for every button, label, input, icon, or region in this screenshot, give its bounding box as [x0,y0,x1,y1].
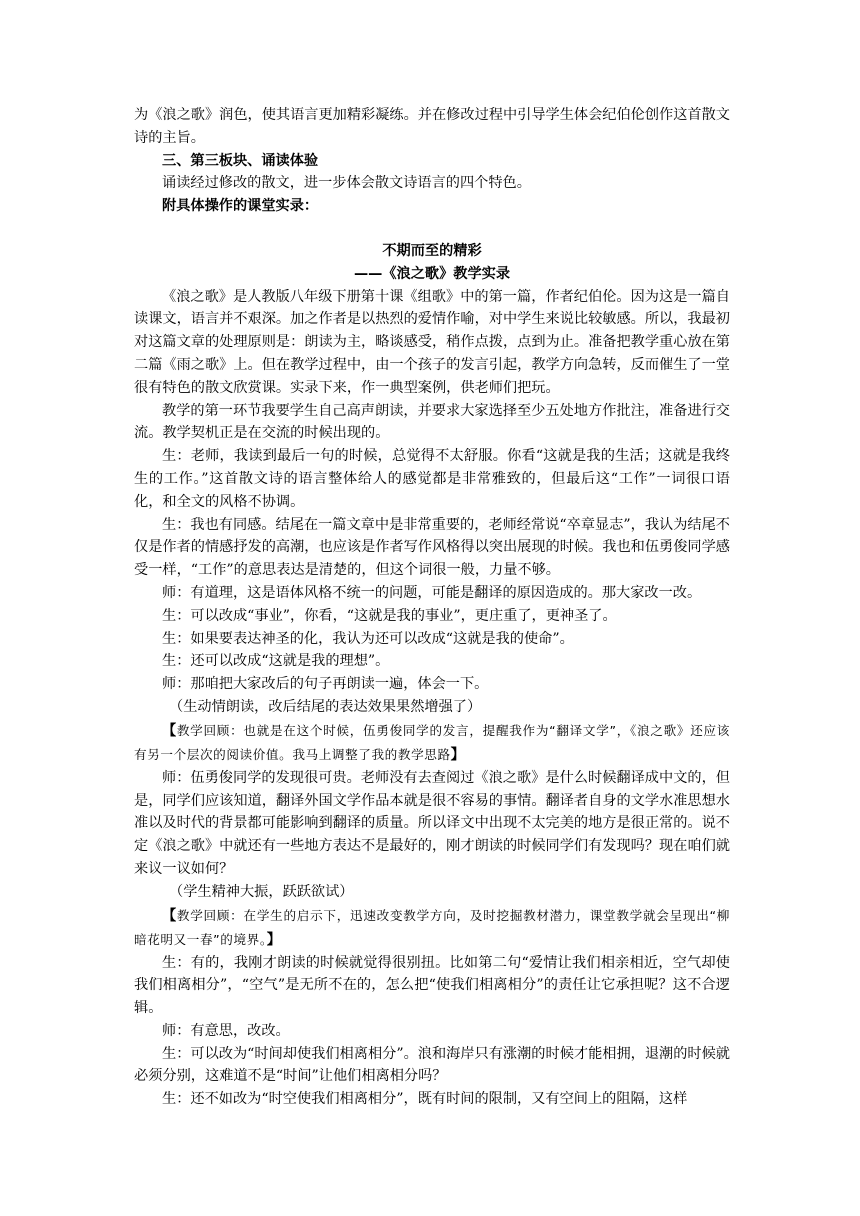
document-page [134,104,730,1111]
stage-direction: （学生精神大振，跃跃欲试） [169,883,354,900]
body-paragraph: 生：还可以改成“这就是我的理想”。 [162,653,390,670]
article-subtitle: ——《浪之歌》教学实录 [353,265,511,282]
section-heading: 三、第三板块、诵读体验 [162,152,319,169]
body-paragraph: 师：那咱把大家改后的句子再朗读一遍，体会一下。 [162,676,489,693]
intro-paragraph: 诵读经过修改的散文，进一步体会散文诗语言的四个特色。 [162,175,531,192]
teaching-review [134,719,730,767]
body-paragraph: 《浪之歌》是人教版八年级下册第十课《组歌》中的第一篇，作者纪伯伦。因为这是一篇自读课文，语言并不艰深。加之作者是以热烈的爱情作喻，对中学生来说比较敏感。所以，我最初对这篇文章的处理原则是：朗读为主，略谈感受，稍作点拨，点到为止。准备把教学重心放在第二篇《雨之歌》上。但在教学过程中，由一个孩子的发言引起，教学方向急转，反而催生了一堂很有特色的散文欣赏课。实录下来，作一典型案例，供老师们把玩。 [134,288,730,396]
body-paragraph: 生：可以改为“时间却使我们相离相分”。浪和海岸只有涨潮的时候才能相拥，退潮的时候就必须分别，这难道不是“时间”让他们相离相分吗？ [134,1045,730,1085]
body-paragraph: 生：我也有同感。结尾在一篇文章中是非常重要的，老师经常说“卒章显志”，我认为结尾不仅是作者的情感抒发的高潮，也应该是作者写作风格得以突出展现的时候。我也和伍勇俊同学感受一样，“工作”的意思表达是清楚的，但这个词很一般，力量不够。 [134,516,730,579]
stage-direction: （生动情朗读，改后结尾的表达效果果然增强了） [169,698,482,715]
body-paragraph: 生：有的，我刚才朗读的时候就觉得很别扭。比如第二句“爱情让我们相亲相近，空气却使我们相离相分”，“空气”是无所不在的，怎么把“使我们相离相分”的责任让它承担呢？这不合逻辑。 [134,954,730,1017]
body-paragraph: 师：有意思，改改。 [162,1022,290,1039]
teaching-review-text: 教学回顾：在学生的启示下，迅速改变教学方向，及时挖掘教材潜力，课堂教学就会呈现出“柳暗花明又一春”的境界。 [134,907,730,947]
body-paragraph: 生：还不如改为“时空使我们相离相分”，既有时间的限制，又有空间上的阻隔，这样 [162,1091,688,1108]
teaching-review [134,904,730,952]
bracket-right: 】 [450,746,466,763]
bracket-left: 【 [162,722,177,739]
teaching-review-text: 教学回顾：也就是在这个时候，伍勇俊同学的发言，提醒我作为“翻译文学”，《浪之歌》还应该有另一个层次的阅读价值。我马上调整了我的教学思路 [134,722,730,762]
body-paragraph: 生：可以改成“事业”，你看，“这就是我的事业”，更庄重了，更神圣了。 [162,607,617,624]
bracket-left: 【 [162,907,177,924]
article-title: 不期而至的精彩 [382,242,482,259]
body-paragraph: 师：有道理，这是语体风格不统一的问题，可能是翻译的原因造成的。那大家改一改。 [162,584,702,601]
attachment-heading: 附具体操作的课堂实录： [162,198,319,215]
body-paragraph: 生：如果要表达神圣的化，我认为还可以改成“这就是我的使命”。 [162,630,574,647]
body-paragraph: 师：伍勇俊同学的发现很可贵。老师没有去查阅过《浪之歌》是什么时候翻译成中文的，但是，同学们应该知道，翻译外国文学作品本就是很不容易的事情。翻译者自身的文学水准思想水准以及时代的背景都可能影响到翻译的质量。所以译文中出现不太完美的地方是很正常的。说不定《浪之歌》中就还有一些地方表达不是最好的，刚才朗读的时候同学们有发现吗？现在咱们就来议一议如何？ [134,769,730,877]
body-paragraph: 教学的第一环节我要学生自己高声朗读，并要求大家选择至少五处地方作批注，准备进行交流。教学契机正是在交流的时候出现的。 [134,402,730,442]
spacer [134,218,730,240]
intro-paragraph-continued: 为《浪之歌》润色，使其语言更加精彩凝练。并在修改过程中引导学生体会纪伯伦创作这首散文诗的主旨。 [134,107,730,146]
bracket-right: 】 [266,931,282,948]
body-paragraph: 生：老师，我读到最后一句的时候，总觉得不太舒服。你看“这就是我的生活；这就是我终生的工作。”这首散文诗的语言整体给人的感觉都是非常雅致的，但最后这“工作”一词很口语化，和全文的风格不协调。 [134,448,730,510]
